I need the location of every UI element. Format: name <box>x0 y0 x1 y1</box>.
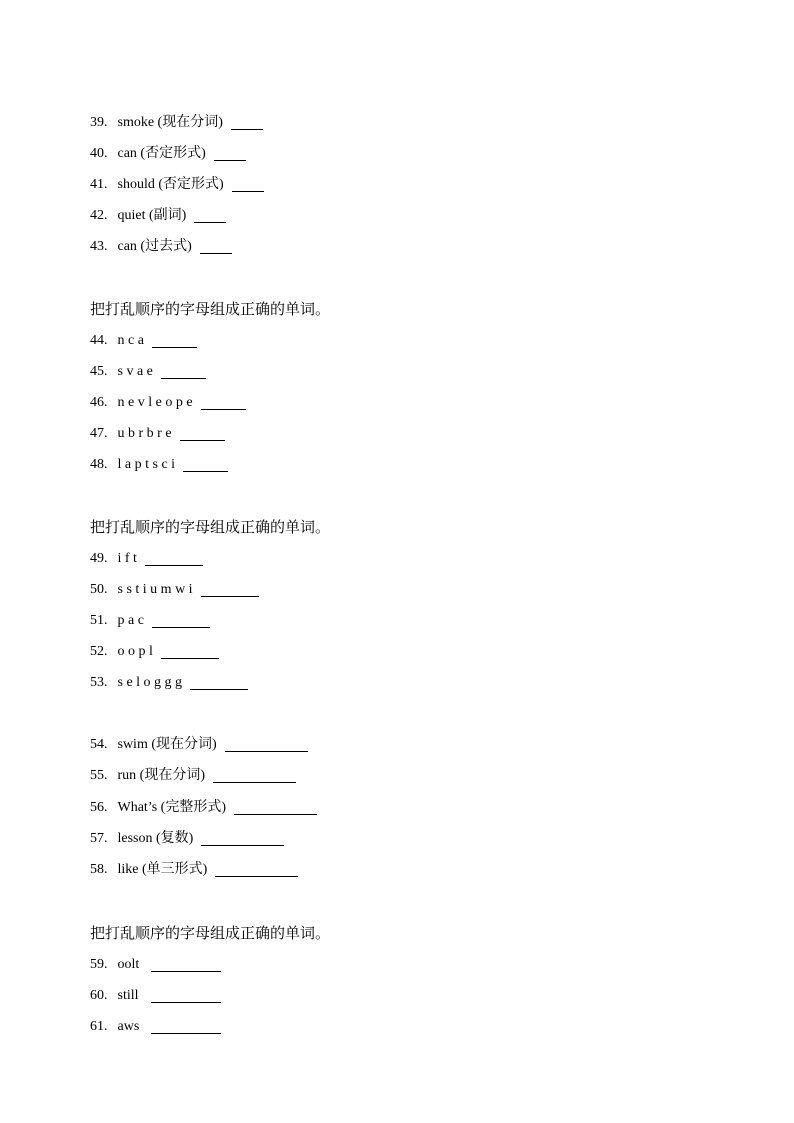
question-number: 39. <box>90 115 108 130</box>
question-text: can (过去式) <box>117 239 192 254</box>
answer-blank[interactable] <box>215 876 298 877</box>
answer-blank[interactable] <box>152 347 197 348</box>
question-number: 48. <box>90 457 108 472</box>
question-text: o o p l <box>117 644 153 659</box>
question-text: oolt <box>117 957 140 972</box>
answer-blank[interactable] <box>201 596 259 597</box>
question-55 <box>90 764 296 788</box>
question-text: p a c <box>117 613 144 628</box>
answer-blank[interactable] <box>145 565 203 566</box>
question-text: like (单三形式) <box>117 862 208 877</box>
question-53 <box>90 671 248 695</box>
question-number: 61. <box>90 1019 108 1034</box>
question-number: 41. <box>90 177 108 192</box>
question-40 <box>90 142 246 166</box>
section-heading: 把打乱顺序的字母组成正确的单词。 <box>90 300 331 318</box>
answer-blank[interactable] <box>194 222 226 223</box>
question-45 <box>90 360 206 384</box>
question-text: aws <box>117 1019 140 1034</box>
answer-blank[interactable] <box>161 658 219 659</box>
question-number: 46. <box>90 395 108 410</box>
question-text: can (否定形式) <box>117 146 206 161</box>
question-number: 50. <box>90 582 108 597</box>
question-text: should (否定形式) <box>117 177 224 192</box>
question-54 <box>90 733 308 757</box>
question-47 <box>90 422 225 446</box>
answer-blank[interactable] <box>161 378 206 379</box>
question-41 <box>90 173 264 197</box>
question-text: s s t i u m w i <box>117 582 193 597</box>
question-text: i f t <box>117 551 137 566</box>
answer-blank[interactable] <box>152 627 210 628</box>
question-52 <box>90 640 219 664</box>
section-heading: 把打乱顺序的字母组成正确的单词。 <box>90 518 331 536</box>
question-text: s e l o g g g <box>117 675 183 690</box>
answer-blank[interactable] <box>183 471 228 472</box>
answer-blank[interactable] <box>190 689 248 690</box>
question-text: u b r b r e <box>117 426 172 441</box>
question-42 <box>90 204 226 228</box>
question-number: 54. <box>90 737 108 752</box>
answer-blank[interactable] <box>231 129 263 130</box>
question-43 <box>90 235 232 259</box>
answer-blank[interactable] <box>151 1033 221 1034</box>
question-number: 43. <box>90 239 108 254</box>
question-number: 51. <box>90 613 108 628</box>
question-number: 53. <box>90 675 108 690</box>
question-number: 55. <box>90 768 108 783</box>
answer-blank[interactable] <box>232 191 264 192</box>
question-number: 52. <box>90 644 108 659</box>
answer-blank[interactable] <box>180 440 225 441</box>
answer-blank[interactable] <box>234 814 317 815</box>
question-46 <box>90 391 246 415</box>
question-number: 40. <box>90 146 108 161</box>
question-58 <box>90 858 298 882</box>
question-text: What’s (完整形式) <box>117 800 226 815</box>
question-59 <box>90 953 221 977</box>
answer-blank[interactable] <box>201 845 284 846</box>
question-51 <box>90 609 210 633</box>
question-text: lesson (复数) <box>117 831 194 846</box>
question-number: 58. <box>90 862 108 877</box>
answer-blank[interactable] <box>200 253 232 254</box>
question-text: still <box>117 988 139 1003</box>
answer-blank[interactable] <box>201 409 246 410</box>
question-number: 42. <box>90 208 108 223</box>
question-number: 45. <box>90 364 108 379</box>
question-number: 57. <box>90 831 108 846</box>
answer-blank[interactable] <box>213 782 296 783</box>
question-text: n c a <box>117 333 144 348</box>
question-57 <box>90 827 284 851</box>
question-56 <box>90 796 317 820</box>
question-text: smoke (现在分词) <box>117 115 223 130</box>
question-49 <box>90 547 203 571</box>
question-text: swim (现在分词) <box>117 737 217 752</box>
question-61 <box>90 1015 221 1039</box>
question-number: 47. <box>90 426 108 441</box>
answer-blank[interactable] <box>151 971 221 972</box>
section-heading: 把打乱顺序的字母组成正确的单词。 <box>90 924 331 942</box>
question-number: 60. <box>90 988 108 1003</box>
question-number: 59. <box>90 957 108 972</box>
question-text: run (现在分词) <box>117 768 205 783</box>
question-60 <box>90 984 221 1008</box>
question-number: 49. <box>90 551 108 566</box>
question-number: 56. <box>90 800 108 815</box>
question-text: s v a e <box>117 364 153 379</box>
question-text: n e v l e o p e <box>117 395 193 410</box>
question-text: quiet (副词) <box>117 208 187 223</box>
question-50 <box>90 578 259 602</box>
answer-blank[interactable] <box>214 160 246 161</box>
answer-blank[interactable] <box>151 1002 221 1003</box>
question-48 <box>90 453 228 477</box>
question-text: l a p t s c i <box>117 457 176 472</box>
answer-blank[interactable] <box>225 751 308 752</box>
question-number: 44. <box>90 333 108 348</box>
question-44 <box>90 329 197 353</box>
question-39 <box>90 111 263 135</box>
